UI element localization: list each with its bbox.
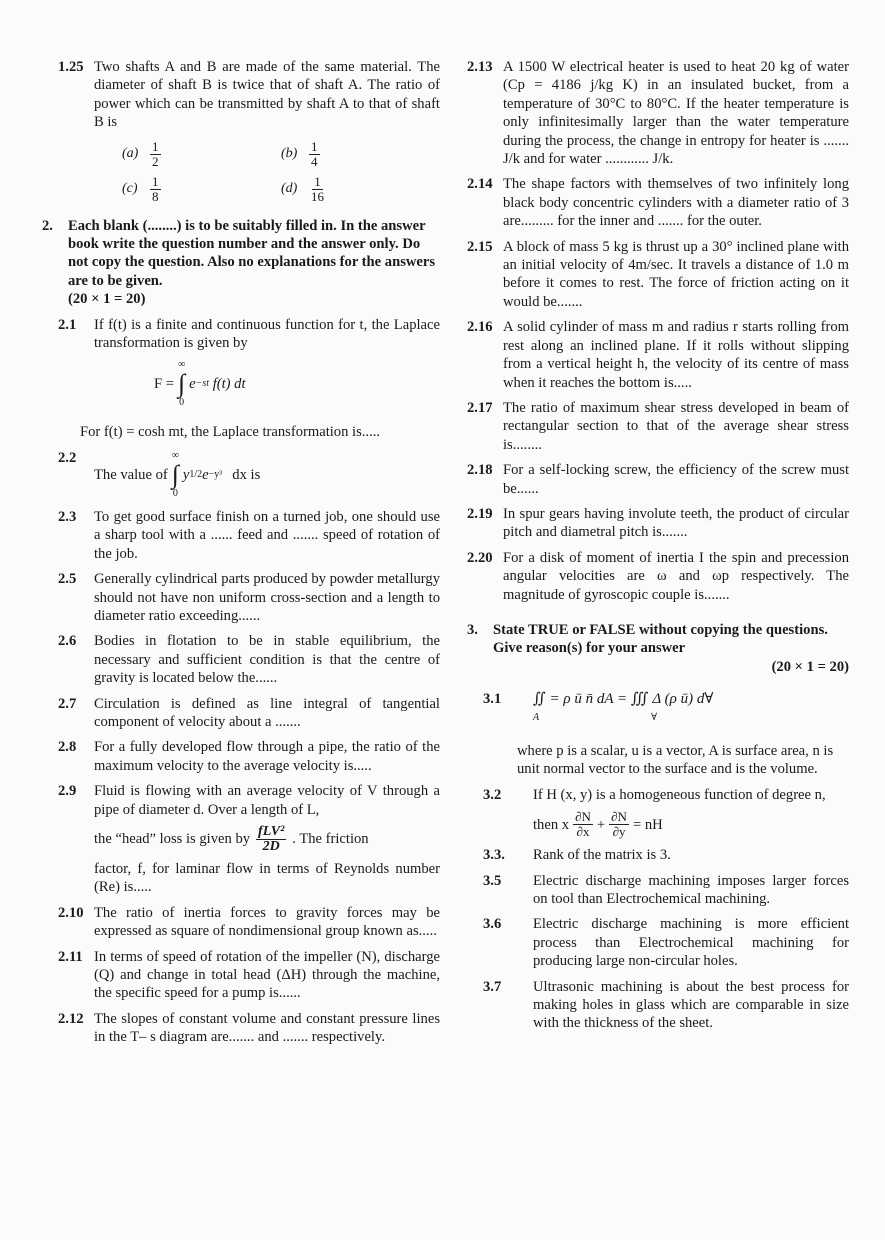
question-3-7: 3.7 Ultrasonic machining is about the best process for making holes in glass which are comparable in size with the thickness of the sheet. (483, 978, 849, 1032)
option-b: (b) $\frac{1}{4}$ (281, 138, 318, 169)
question-2-8: 2.8 For a fully developed flow through a pipe, the ratio of the maximum velocity to the average velocity is..... (58, 739, 440, 774)
section-2-heading (42, 217, 440, 309)
question-2-15: 2.15 A block of mass 5 kg is thrust up a 30° inclined plane with an initial velocity of 4m/sec. It travels a distance of 1.0 m before it comes to rest. The force of friction acting on it would be....... (467, 238, 849, 310)
question-3-1-text: where p is a scalar, u is a vector, A is surface area, n is unit normal vector to the surface and is the volume. (517, 743, 834, 778)
question-3-2: 3.2 If H (x, y) is a homogeneous function of degree n, then x $\frac{\partial N}{\partial x}$ + $\frac{\partial N}{\partial y}$ = nH (467, 786, 849, 839)
options (122, 140, 440, 204)
question-2-13: 2.13 A 1500 W electrical heater is used to heat 20 kg of water (Cp = 4186 j/kg K) in an insulated bucket, from a temperature of 30°C to 80°C. If the heater temperature is only infinitesimally larger than the water temperature during the process, the change in entropy for heater is ....... J/k and for water ............ J/k. (467, 59, 849, 168)
question-2-17: 2.17 The ratio of maximum shear stress developed in beam of rectangular section to that of the average shear stress is........ (467, 399, 849, 453)
question-1-25 (58, 58, 440, 210)
question-2-7: 2.7 Circulation is defined as line integral of tangential component of velocity about a ....... (58, 695, 440, 730)
question-2-1-follow: For f(t) = cosh mt, the Laplace transformation is..... (80, 424, 381, 441)
question-2-1: 2.1 If f(t) is a finite and continuous function for t, the Laplace transformation is given by F = ∞ ∫ 0 e −st f(t) dt (58, 316, 440, 409)
option-a: (a) $\frac{1}{2}$ (122, 138, 159, 169)
question-text: Two shafts A and B are made of the same material. The diameter of shaft B is twice that of shaft A. The ratio of power which can be transmitted by shaft A to that of shaft B is (94, 59, 440, 131)
question-2-9: 2.9 Fluid is flowing with an average velocity of V through a pipe of diameter d. Over a length of L, the “head” loss is given by $\frac{\text{fLV²}}{2D}$ . The friction factor, f, for laminar flow in terms of Reynolds number (Re) is..... (58, 783, 440, 896)
question-3-6: 3.6 Electric discharge machining is more efficient process than Electrochemical machining for producing large non-circular holes. (483, 916, 849, 970)
option-d: (d) $\frac{1}{16}$ (281, 173, 324, 204)
right-column (467, 58, 849, 1040)
left-column (42, 58, 440, 1054)
question-3-5: 3.5 Electric discharge machining imposes larger forces on tool than Electrochemical machining. (483, 872, 849, 908)
section-marks: (20 × 1 = 20) (68, 291, 146, 308)
question-2-6: 2.6 Bodies in flotation to be in stable equilibrium, the necessary and sufficient condition is that the centre of gravity is located below the...... (58, 633, 440, 687)
question-3-3: 3.3. Rank of the matrix is 3. (483, 847, 671, 864)
question-2-12: 2.12 The slopes of constant volume and constant pressure lines in the T– s diagram are....... and ....... respectively. (58, 1010, 440, 1046)
section-instructions: Each blank (........) is to be suitably filled in. In the answer book write the question number and the answer only. Do not copy the question. Also no explanations for the answers are to be given. (68, 217, 436, 289)
question-3-1: 3.1 ∬ = ρ ū n̄ dA = ∭ Δ (ρ ū) d∀ A ∀ (467, 690, 849, 735)
option-c: (c) $\frac{1}{8}$ (122, 173, 159, 204)
question-2-14: 2.14 The shape factors with themselves of two infinitely long black body concentric cylinders with a diameter ratio of 3 are......... for the inner and ....... for the outer. (467, 176, 849, 230)
homogeneous-formula: then x $\frac{\partial N}{\partial x}$ + $\frac{\partial N}{\partial y}$ = nH (533, 809, 663, 840)
question-2-10: 2.10 The ratio of inertia forces to gravity forces may be expressed as square of nondimensional group known as..... (58, 904, 440, 940)
section-number: 2. (42, 217, 53, 234)
flux-formula: ∬ = ρ ū n̄ dA = ∭ Δ (ρ ū) d∀ (533, 691, 714, 708)
question-2-19: 2.19 In spur gears having involute teeth, the product of circular pitch and diametral pitch is....... (467, 505, 849, 541)
question-2-5: 2.5 Generally cylindrical parts produced by powder metallurgy should not have non uniform cross-section and a length to diameter ratio exceeding...... (58, 571, 440, 624)
question-2-16: 2.16 A solid cylinder of mass m and radius r starts rolling from rest along an inclined plane. If it rolls without slipping from a vertical height h, the velocity of its centre of mass when it reaches the bottom is..... (467, 319, 849, 391)
head-loss-formula: the “head” loss is given by $\frac{\text{fLV²}}{2D}$ . The friction (94, 823, 369, 854)
laplace-formula: F = ∞ ∫ 0 e −st f(t) dt (154, 359, 246, 409)
question-2-18: 2.18 For a self-locking screw, the efficiency of the screw must be...... (467, 462, 849, 497)
question-number: 1.25 (58, 59, 84, 75)
question-2-2: 2.2 The value of ∞ ∫ 0 y 1/2 e −y³ dx is (58, 449, 261, 499)
question-2-20: 2.20 For a disk of moment of inertia I the spin and precession angular velocities are ω and ωp respectively. The magnitude of gyroscopic couple is....... (467, 549, 849, 603)
section-3-heading: 3. State TRUE or FALSE without copying the questions. Give reason(s) for your answer (20 × 1 = 20) (467, 621, 849, 675)
question-2-11: 2.11 In terms of speed of rotation of the impeller (N), discharge (Q) and change in total head (ΔH) through the machine, the specific speed for a pump is...... (58, 948, 440, 1002)
question-2-3: 2.3 To get good surface finish on a turned job, one should use a sharp tool with a ...... feed and ....... speed of rotation of the job. (58, 508, 440, 562)
